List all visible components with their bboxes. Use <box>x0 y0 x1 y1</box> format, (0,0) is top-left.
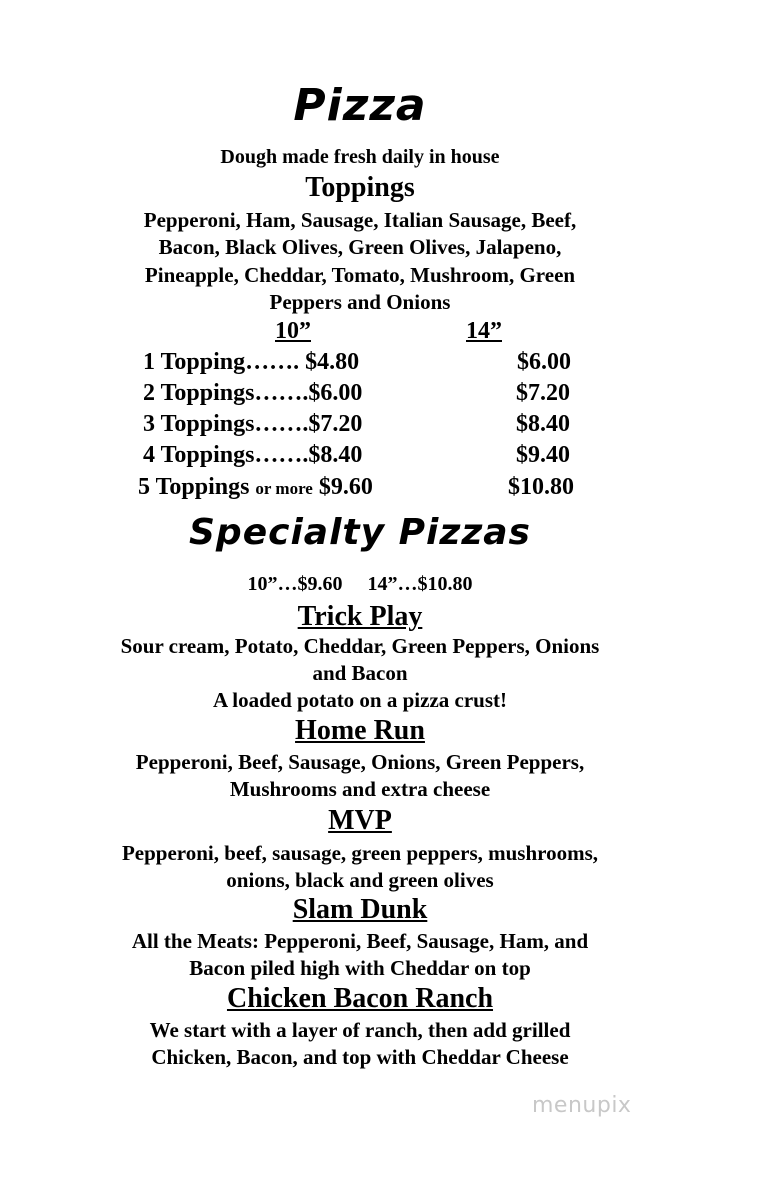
pizza-name-slam-dunk: Slam Dunk <box>292 894 428 925</box>
pizza-name-home-run: Home Run <box>295 715 425 746</box>
price-row-3-large: $8.40 <box>516 411 570 437</box>
pizza-desc-line: We start with a layer of ranch, then add grilled <box>149 1018 571 1042</box>
toppings-line-4: Peppers and Onions <box>269 290 451 314</box>
price-row-2-large: $7.20 <box>516 380 570 406</box>
toppings-line-3: Pineapple, Cheddar, Tomato, Mushroom, Green <box>144 263 576 287</box>
price-row-4-label: 4 Toppings…….$8.40 <box>143 442 363 468</box>
size-header-14: 14” <box>466 318 502 344</box>
menupix-watermark: menupix <box>532 1093 632 1118</box>
price-row-5-large: $10.80 <box>508 474 574 500</box>
pizza-desc-line: Chicken, Bacon, and top with Cheddar Cheese <box>151 1045 569 1069</box>
pizza-desc-line: All the Meats: Pepperoni, Beef, Sausage, Ham, and <box>131 929 589 953</box>
pizza-desc-line: Pepperoni, Beef, Sausage, Onions, Green Peppers, <box>135 750 585 774</box>
pizza-desc-line: Sour cream, Potato, Cheddar, Green Peppers, Onions <box>120 634 600 658</box>
size-header-10: 10” <box>275 318 311 344</box>
price-row-5-small-price: $9.60 <box>318 474 373 500</box>
price-row-5 <box>138 474 373 501</box>
pizza-desc-line: and Bacon <box>312 661 408 685</box>
toppings-line-1: Pepperoni, Ham, Sausage, Italian Sausage, Beef, <box>143 208 577 232</box>
price-row-1-label: 1 Topping……. $4.80 <box>143 349 360 375</box>
price-row-3-label: 3 Toppings…….$7.20 <box>143 411 363 437</box>
price-row-5-suffix: or more <box>255 479 313 498</box>
toppings-line-2: Bacon, Black Olives, Green Olives, Jalapeno, <box>158 235 562 259</box>
price-row-2-label: 2 Toppings…….$6.00 <box>143 380 363 406</box>
pizza-desc-line: Pepperoni, beef, sausage, green peppers, mushrooms, <box>121 841 598 865</box>
pizza-desc-line: onions, black and green olives <box>226 868 494 892</box>
pizza-desc-line: Bacon piled high with Cheddar on top <box>189 956 531 980</box>
pizza-title: Pizza <box>293 80 427 131</box>
pizza-name-mvp: MVP <box>328 805 392 836</box>
price-row-1-large: $6.00 <box>517 349 571 375</box>
pizza-name-chicken-bacon-ranch: Chicken Bacon Ranch <box>226 983 494 1014</box>
price-row-5-label: 5 Toppings <box>138 474 250 500</box>
specialty-price-line: 10”…$9.60 14”…$10.80 <box>247 573 473 595</box>
toppings-heading: Toppings <box>305 172 415 203</box>
dough-note: Dough made fresh daily in house <box>220 146 500 168</box>
price-row-4-large: $9.40 <box>516 442 570 468</box>
specialty-title: Specialty Pizzas <box>189 512 531 553</box>
pizza-desc-line: A loaded potato on a pizza crust! <box>213 688 507 712</box>
pizza-desc-line: Mushrooms and extra cheese <box>229 777 491 801</box>
pizza-name-trick-play: Trick Play <box>297 601 423 632</box>
